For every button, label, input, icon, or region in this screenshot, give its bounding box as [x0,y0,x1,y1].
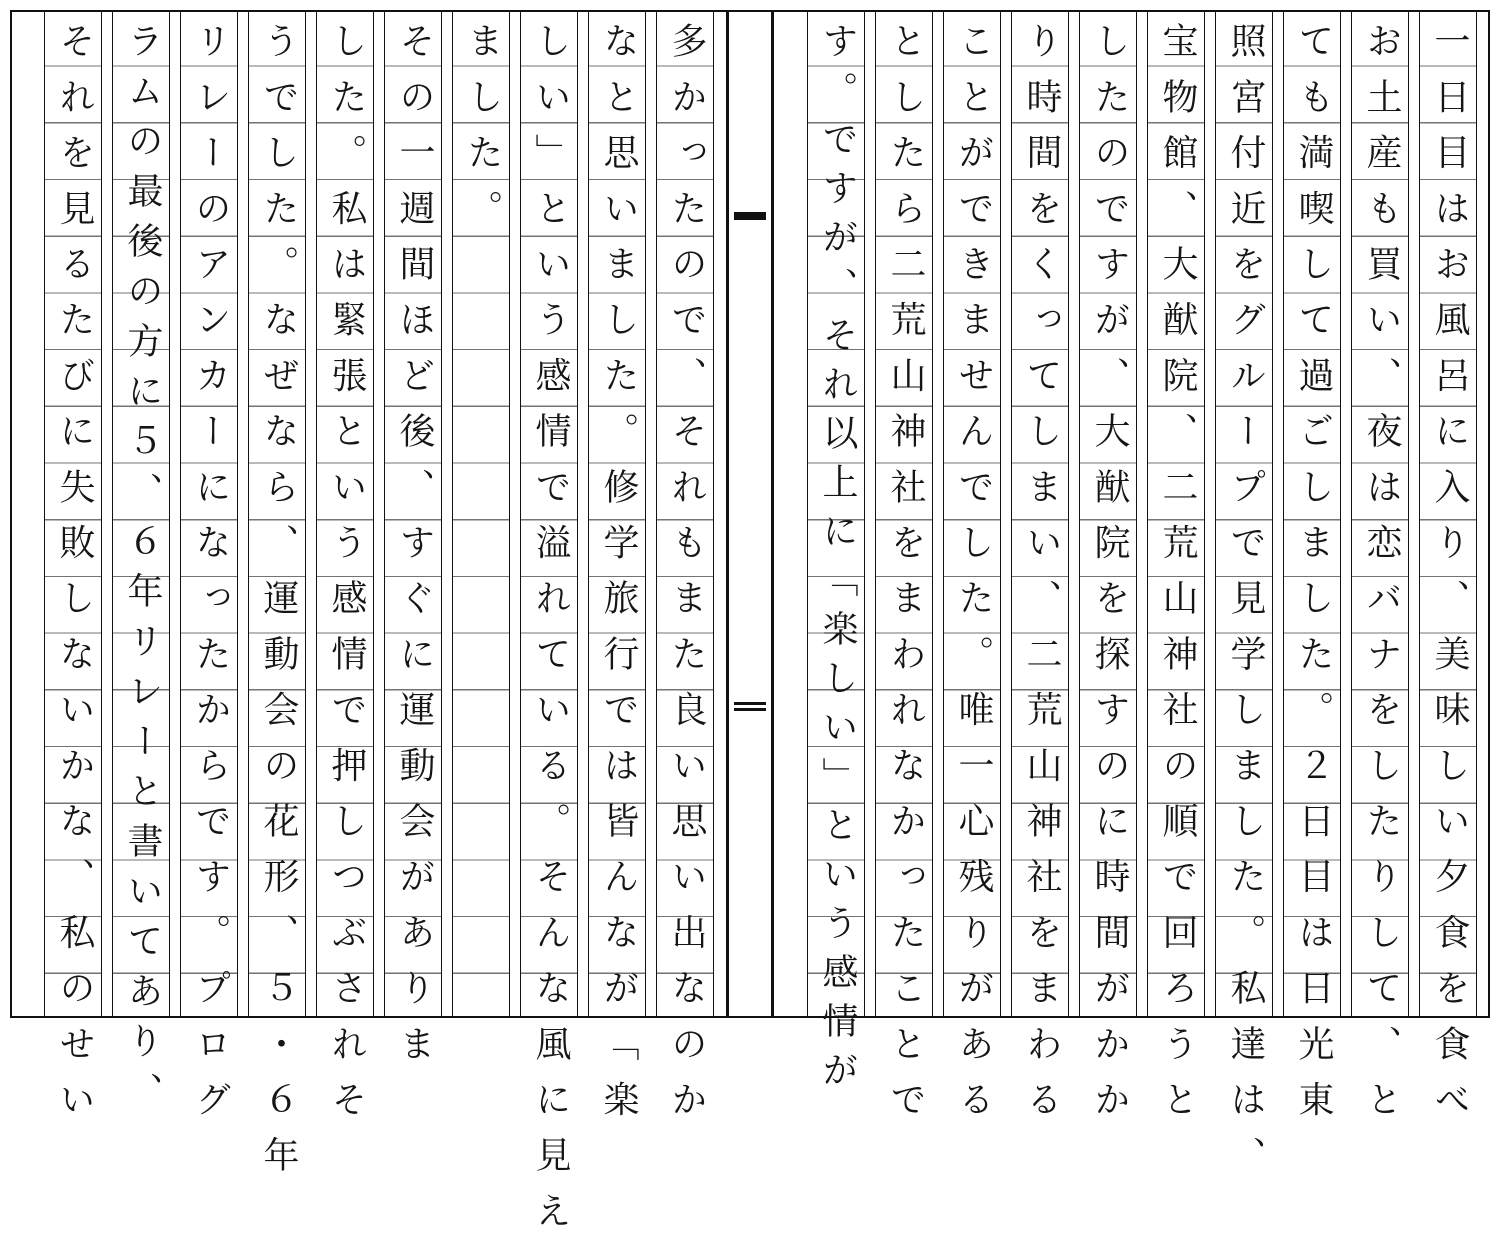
manuscript-column [384,10,442,1081]
column-text: うでした。なぜなら、運動会の花形、５・６年 [258,22,299,1192]
manuscript-column [807,10,865,1100]
manuscript-column [520,10,578,1247]
column-text: ラムの最後の方に５、６年リレーと書いてあり、 [122,22,163,1122]
column-text: なと思いました。修学旅行では皆んなが「楽 [598,22,639,1136]
column-text: リレーのアンカーになったからです。プログ [190,22,231,1136]
column-text: その一週間ほど後、すぐに運動会がありま [394,22,435,1081]
manuscript-column [180,10,238,1136]
manuscript-column [44,10,102,1136]
column-text: ました。 [462,22,503,245]
manuscript-column [1419,10,1477,1136]
column-text: それを見るたびに失敗しないかな、私のせい [54,22,95,1136]
column-text: 照宮付近をグループで見学しました。私達は、 [1225,22,1266,1192]
column-text: す。ですが、それ以上に「楽しい」という感情が [817,22,858,1100]
column-text: 一日目はお風呂に入り、美味しい夕食を食べ [1429,22,1470,1136]
manuscript-column [316,10,374,1136]
column-text: ことができませんでした。唯一心残りがある [953,22,994,1136]
manuscript-column [112,10,170,1122]
column-text: としたら二荒山神社をまわれなかったことで [885,22,926,1136]
fold-mark-middle-2 [734,708,766,711]
column-text: 宝物館、大猷院、二荒山神社の順で回ろうと [1157,22,1198,1136]
column-text: しい」という感情で溢れている。そんな風に見え [530,22,571,1247]
manuscript-column [943,10,1001,1136]
column-text: ても満喫して過ごしました。２日目は日光東 [1293,22,1334,1136]
manuscript-column [248,10,306,1192]
manuscript-column [1079,10,1137,1136]
fold-mark-top [734,212,766,220]
column-text: した。私は緊張という感情で押しつぶされそ [326,22,367,1136]
manuscript-column [588,10,646,1136]
manuscript-column [656,10,714,1136]
column-text: り時間をくってしまい、二荒山神社をまわる [1021,22,1062,1136]
manuscript-column [1011,10,1069,1136]
manuscript-column [1147,10,1205,1136]
manuscript-column [1215,10,1273,1192]
fold-mark-middle [734,702,766,705]
manuscript-column [875,10,933,1136]
column-text: 多かったので、それもまた良い思い出なのか [666,22,707,1136]
column-text: お土産も買い、夜は恋バナをしたりして、と [1361,22,1402,1136]
manuscript-column [1283,10,1341,1136]
manuscript-column [452,10,510,1016]
manuscript-column [1351,10,1409,1136]
column-text: したのですが、大猷院を探すのに時間がかか [1089,22,1130,1136]
center-gutter [728,10,772,1018]
